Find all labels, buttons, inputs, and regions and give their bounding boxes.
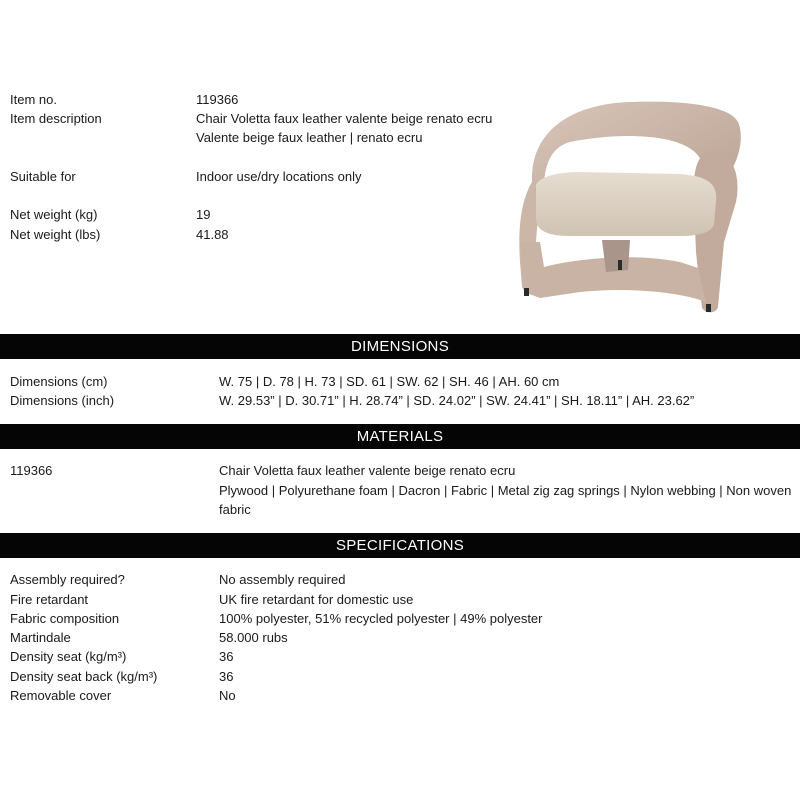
spec-value: 58.000 rubs xyxy=(219,630,288,645)
materials-line2: Plywood | Polyurethane foam | Dacron | Fabric | Metal zig zag springs | Nylon webbing | Non woven xyxy=(219,483,792,498)
item-description-line2: Valente beige faux leather | renato ecru xyxy=(196,130,423,145)
dimensions-cm-label: Dimensions (cm) xyxy=(10,374,108,389)
spec-value: 36 xyxy=(219,669,234,684)
chair-product-image xyxy=(510,92,770,324)
spec-value: 36 xyxy=(219,649,234,664)
spec-label: Removable cover xyxy=(10,688,112,703)
spec-label: Density seat (kg/m³) xyxy=(10,649,127,664)
materials-heading: MATERIALS xyxy=(0,424,800,449)
suitable-for-value: Indoor use/dry locations only xyxy=(196,169,362,184)
spec-label: Density seat back (kg/m³) xyxy=(10,669,158,684)
item-no-label: Item no. xyxy=(10,92,57,107)
materials-line1: Chair Voletta faux leather valente beige renato ecru xyxy=(219,463,516,478)
suitable-for-label: Suitable for xyxy=(10,169,76,184)
materials-code: 119366 xyxy=(10,463,53,478)
item-no-value: 119366 xyxy=(196,92,239,107)
spec-value: No xyxy=(219,688,236,703)
spec-label: Assembly required? xyxy=(10,572,125,587)
spec-value: 100% polyester, 51% recycled polyester | 49% polyester xyxy=(219,611,543,626)
spec-label: Fabric composition xyxy=(10,611,120,626)
dimensions-heading: DIMENSIONS xyxy=(0,334,800,359)
dimensions-inch-value: W. 29.53” | D. 30.71” | H. 28.74” | SD. 24.02” | SW. 24.41” | SH. 18.11” | AH. 23.62” xyxy=(219,393,695,408)
spec-value: UK fire retardant for domestic use xyxy=(219,592,414,607)
dimensions-cm-value: W. 75 | D. 78 | H. 73 | SD. 61 | SW. 62 | SH. 46 | AH. 60 cm xyxy=(219,374,560,389)
dimensions-inch-label: Dimensions (inch) xyxy=(10,393,115,408)
specifications-heading: SPECIFICATIONS xyxy=(0,533,800,558)
net-weight-lbs-label: Net weight (lbs) xyxy=(10,227,101,242)
spec-label: Martindale xyxy=(10,630,71,645)
spec-label: Fire retardant xyxy=(10,592,89,607)
item-description-label: Item description xyxy=(10,111,102,126)
net-weight-kg-value: 19 xyxy=(196,207,211,222)
spec-value: No assembly required xyxy=(219,572,346,587)
materials-line3: fabric xyxy=(219,502,251,517)
net-weight-kg-label: Net weight (kg) xyxy=(10,207,98,222)
net-weight-lbs-value: 41.88 xyxy=(196,227,229,242)
item-description-line1: Chair Voletta faux leather valente beige renato ecru xyxy=(196,111,493,126)
